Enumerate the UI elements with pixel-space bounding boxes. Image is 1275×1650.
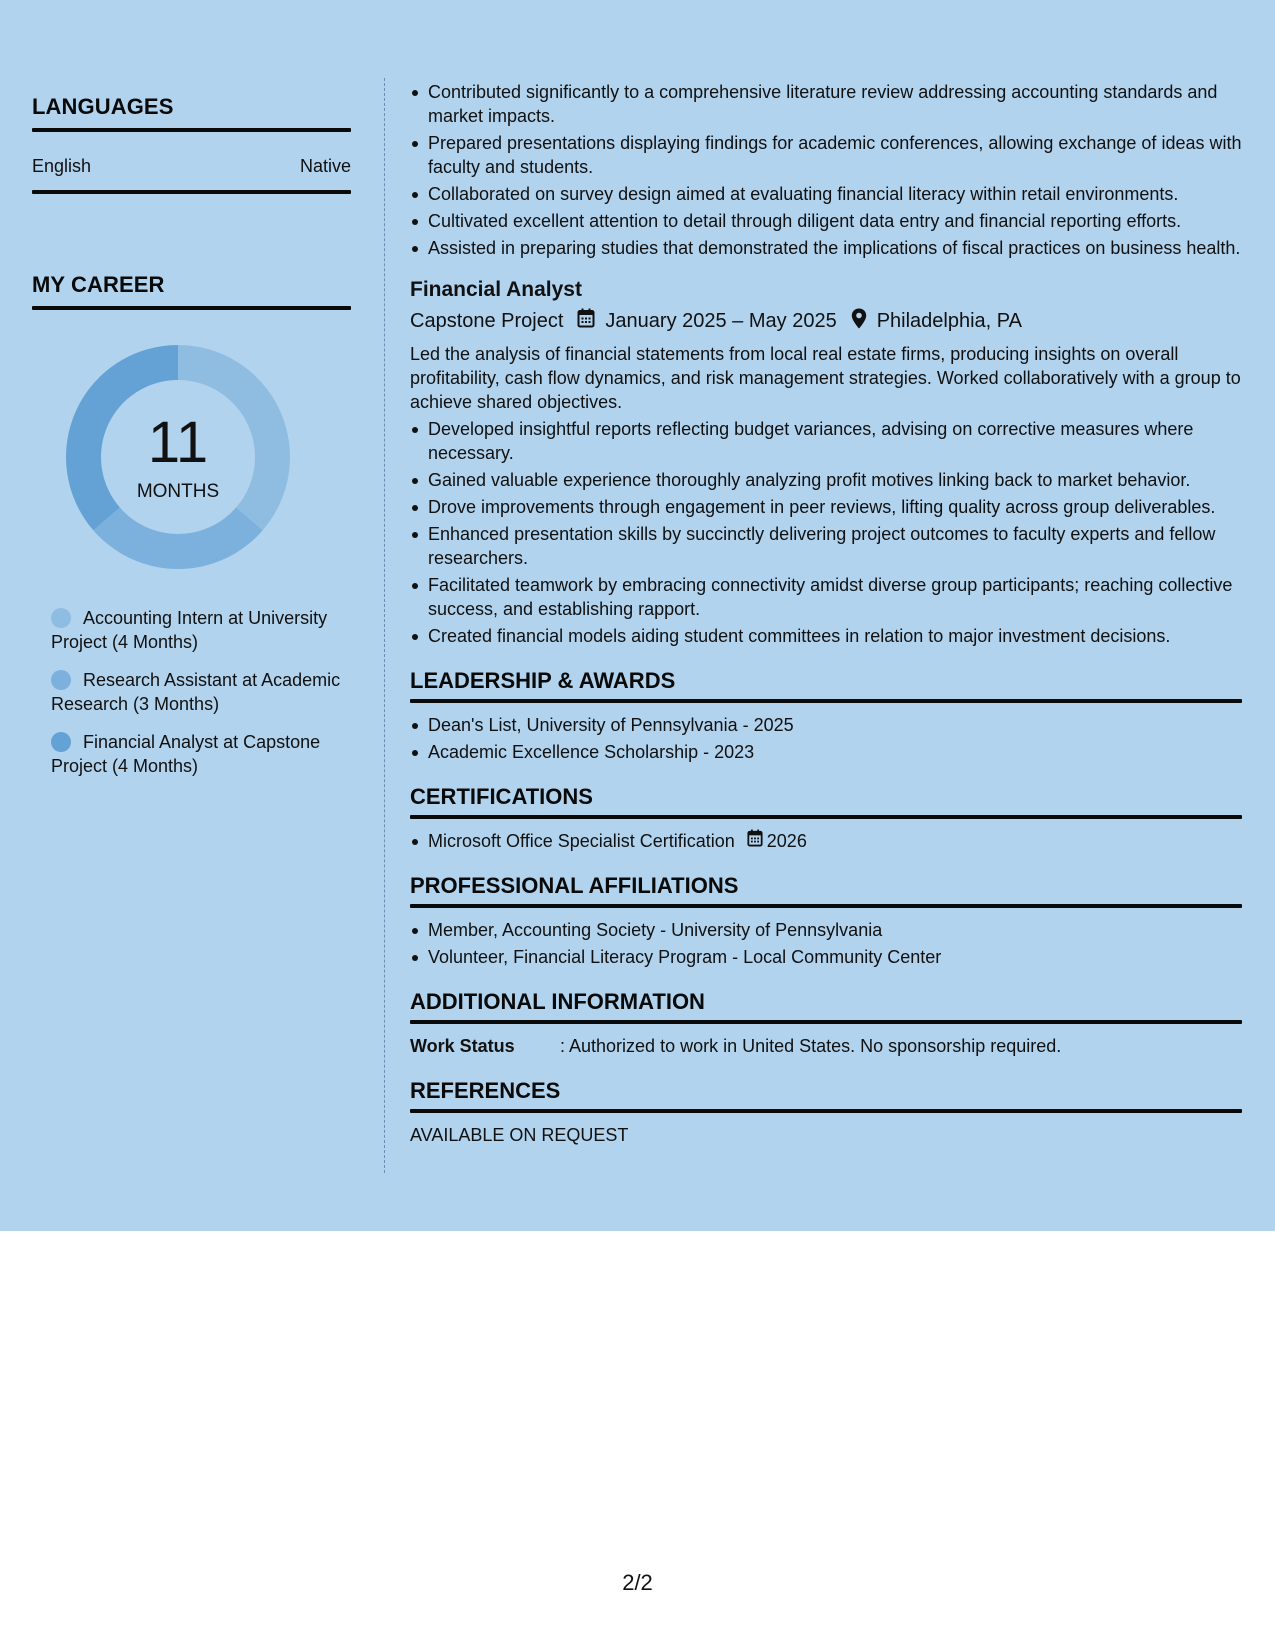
work-status-label: Work Status (410, 1036, 515, 1056)
page-number: 2/2 (622, 1570, 653, 1595)
language-level-bar (32, 190, 351, 194)
bullet-item: Facilitated teamwork by embracing connectivity amidst diverse group participants; reaching collective success, and establishing rapport. (410, 573, 1242, 621)
additional-info-heading: ADDITIONAL INFORMATION (410, 989, 705, 1014)
certification-name: Microsoft Office Specialist Certification (428, 831, 735, 851)
section-rule (32, 306, 351, 310)
bullet-item: Volunteer, Financial Literacy Program - Local Community Center (410, 945, 1242, 969)
job-meta (410, 308, 1242, 334)
certification-item (410, 829, 1242, 853)
right-column (410, 80, 1242, 1147)
career-total-value: 11 (147, 410, 209, 475)
bullet-item: Gained valuable experience thoroughly analyzing profit motives linking back to market behavior. (410, 468, 1242, 492)
legend-item (51, 730, 371, 778)
legend-item (51, 668, 371, 716)
bullet-item: Developed insightful reports reflecting budget variances, advising on corrective measures where necessary. (410, 417, 1242, 465)
section-rule (410, 1109, 1242, 1113)
job-title: Financial Analyst (410, 278, 582, 301)
language-level: Native (299, 156, 351, 176)
leadership-list (410, 713, 1242, 764)
legend-label: Financial Analyst at Capstone Project (4 Months) (51, 732, 321, 776)
certification-year: 2026 (766, 831, 807, 851)
left-column (32, 94, 351, 776)
bullet-item: Collaborated on survey design aimed at evaluating financial literacy within retail environments. (410, 182, 1242, 206)
certifications-list (410, 829, 1242, 853)
section-rule (410, 904, 1242, 908)
legend-dot (51, 670, 71, 690)
previous-job-bullets (410, 80, 1242, 260)
affiliations-list (410, 918, 1242, 969)
bullet-item: Enhanced presentation skills by succinctly delivering project outcomes to faculty experts and fellow researchers. (410, 522, 1242, 570)
job-dates: January 2025 – May 2025 (605, 309, 837, 332)
legend-label: Research Assistant at Academic Research (3 Months) (51, 670, 341, 714)
career-donut-chart (66, 345, 290, 569)
job-bullets (410, 417, 1242, 648)
map-pin-icon (851, 308, 867, 335)
language-name: English (32, 156, 92, 176)
language-row (32, 156, 351, 176)
bullet-item: Dean's List, University of Pennsylvania - 2025 (410, 713, 1242, 737)
bullet-item: Member, Accounting Society - University of Pennsylvania (410, 918, 1242, 942)
legend-label: Accounting Intern at University Project (4 Months) (51, 608, 328, 652)
job-description: Led the analysis of financial statements from local real estate firms, producing insights on overall profitability, cash flow dynamics, and risk management strategies. Worked collaboratively with a group to achieve shared objectives. (410, 344, 1241, 412)
career-heading: MY CAREER (32, 272, 165, 297)
career-total-unit: MONTHS (136, 481, 220, 502)
section-rule (410, 1020, 1242, 1024)
bullet-item: Cultivated excellent attention to detail through diligent data entry and financial reporting efforts. (410, 209, 1242, 233)
languages-heading: LANGUAGES (32, 94, 174, 119)
references-heading: REFERENCES (410, 1078, 561, 1103)
legend-dot (51, 608, 71, 628)
work-status-value: : Authorized to work in United States. No sponsorship required. (560, 1036, 1062, 1056)
career-legend (51, 606, 371, 792)
bullet-item: Contributed significantly to a comprehensive literature review addressing accounting standards and market impacts. (410, 80, 1242, 128)
job-company: Capstone Project (410, 309, 564, 332)
calendar-icon (747, 829, 763, 853)
bullet-item: Drove improvements through engagement in peer reviews, lifting quality across group deliverables. (410, 495, 1242, 519)
affiliations-heading: PROFESSIONAL AFFILIATIONS (410, 873, 739, 898)
work-status-row (410, 1034, 1242, 1058)
certification-row (428, 829, 1242, 853)
bullet-item: Created financial models aiding student committees in relation to major investment decisions. (410, 624, 1242, 648)
donut-center (66, 345, 290, 569)
bullet-item: Prepared presentations displaying findings for academic conferences, allowing exchange of ideas with faculty and students. (410, 131, 1242, 179)
certifications-heading: CERTIFICATIONS (410, 784, 593, 809)
bullet-item: Assisted in preparing studies that demonstrated the implications of fiscal practices on business health. (410, 236, 1242, 260)
legend-item (51, 606, 371, 654)
bullet-item: Academic Excellence Scholarship - 2023 (410, 740, 1242, 764)
section-rule (32, 128, 351, 132)
section-rule (410, 815, 1242, 819)
references-text: AVAILABLE ON REQUEST (410, 1125, 629, 1145)
column-divider (384, 78, 385, 1173)
calendar-icon (577, 308, 595, 334)
legend-dot (51, 732, 71, 752)
job-location: Philadelphia, PA (876, 309, 1022, 332)
section-rule (410, 699, 1242, 703)
leadership-heading: LEADERSHIP & AWARDS (410, 668, 676, 693)
